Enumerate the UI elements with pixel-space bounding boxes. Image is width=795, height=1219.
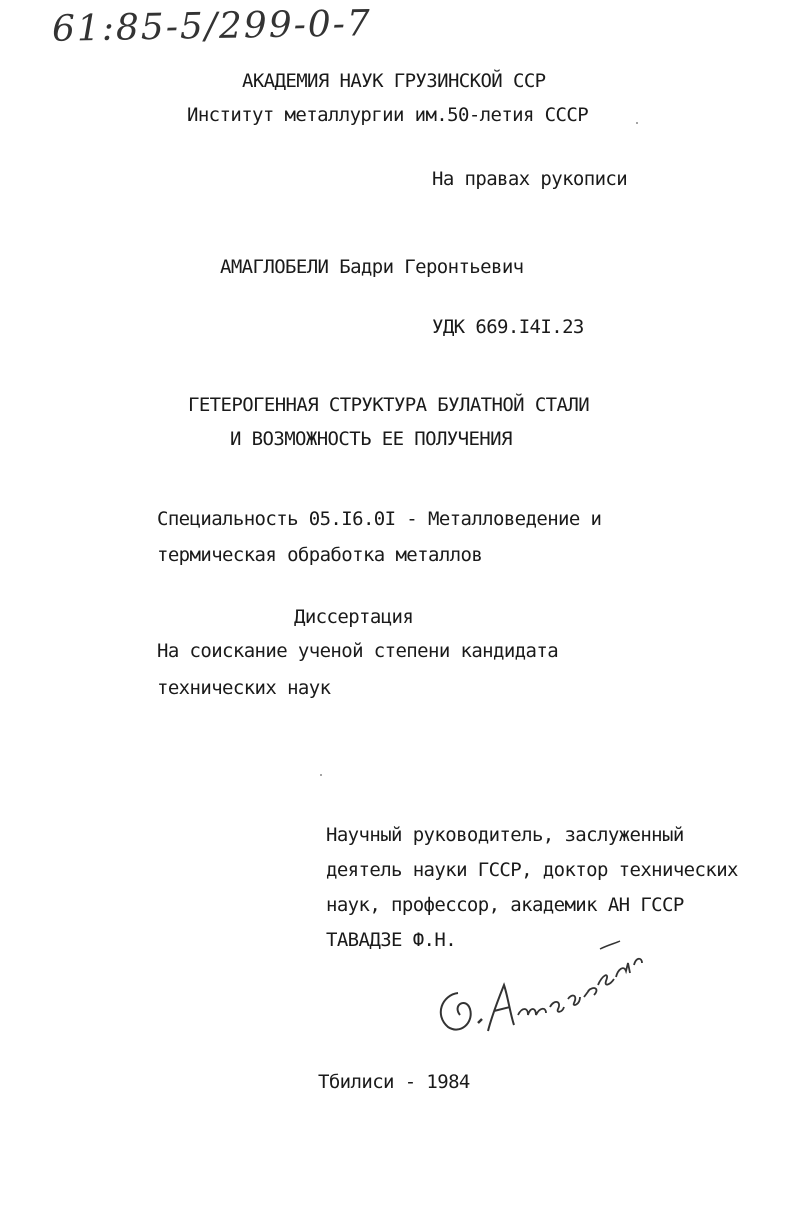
udc-code: УДК 669.I4I.23 <box>432 316 584 338</box>
supervisor-name: ТАВАДЗЕ Ф.Н. <box>326 929 457 951</box>
dust-speck <box>636 122 638 124</box>
city-year: Тбилиси - 1984 <box>318 1071 470 1093</box>
archive-number: 61:85-5/299-0-7 <box>51 3 373 50</box>
supervisor-line-2: деятель науки ГССР, доктор технических <box>326 859 738 881</box>
specialty-line-1: Специальность 05.I6.0I - Металловедение и <box>157 508 602 530</box>
institute-name: Институт металлургии им.50-летия СССР <box>187 104 589 126</box>
degree-line-2: технических наук <box>157 677 331 699</box>
academy-name: АКАДЕМИЯ НАУК ГРУЗИНСКОЙ ССР <box>242 70 546 92</box>
dissertation-label: Диссертация <box>294 606 414 628</box>
supervisor-line-1: Научный руководитель, заслуженный <box>326 824 684 846</box>
author-signature <box>430 935 650 1045</box>
author-name: АМАГЛОБЕЛИ Бадри Геронтьевич <box>220 256 524 278</box>
thesis-title-line-1: ГЕТЕРОГЕННАЯ СТРУКТУРА БУЛАТНОЙ СТАЛИ <box>188 394 590 416</box>
degree-line-1: На соискание ученой степени кандидата <box>157 640 559 662</box>
manuscript-note: На правах рукописи <box>432 168 628 190</box>
specialty-line-2: термическая обработка металлов <box>157 544 483 566</box>
supervisor-line-3: наук, профессор, академик АН ГССР <box>326 894 684 916</box>
thesis-title-line-2: И ВОЗМОЖНОСТЬ ЕЕ ПОЛУЧЕНИЯ <box>230 428 512 450</box>
dust-speck <box>320 774 322 776</box>
